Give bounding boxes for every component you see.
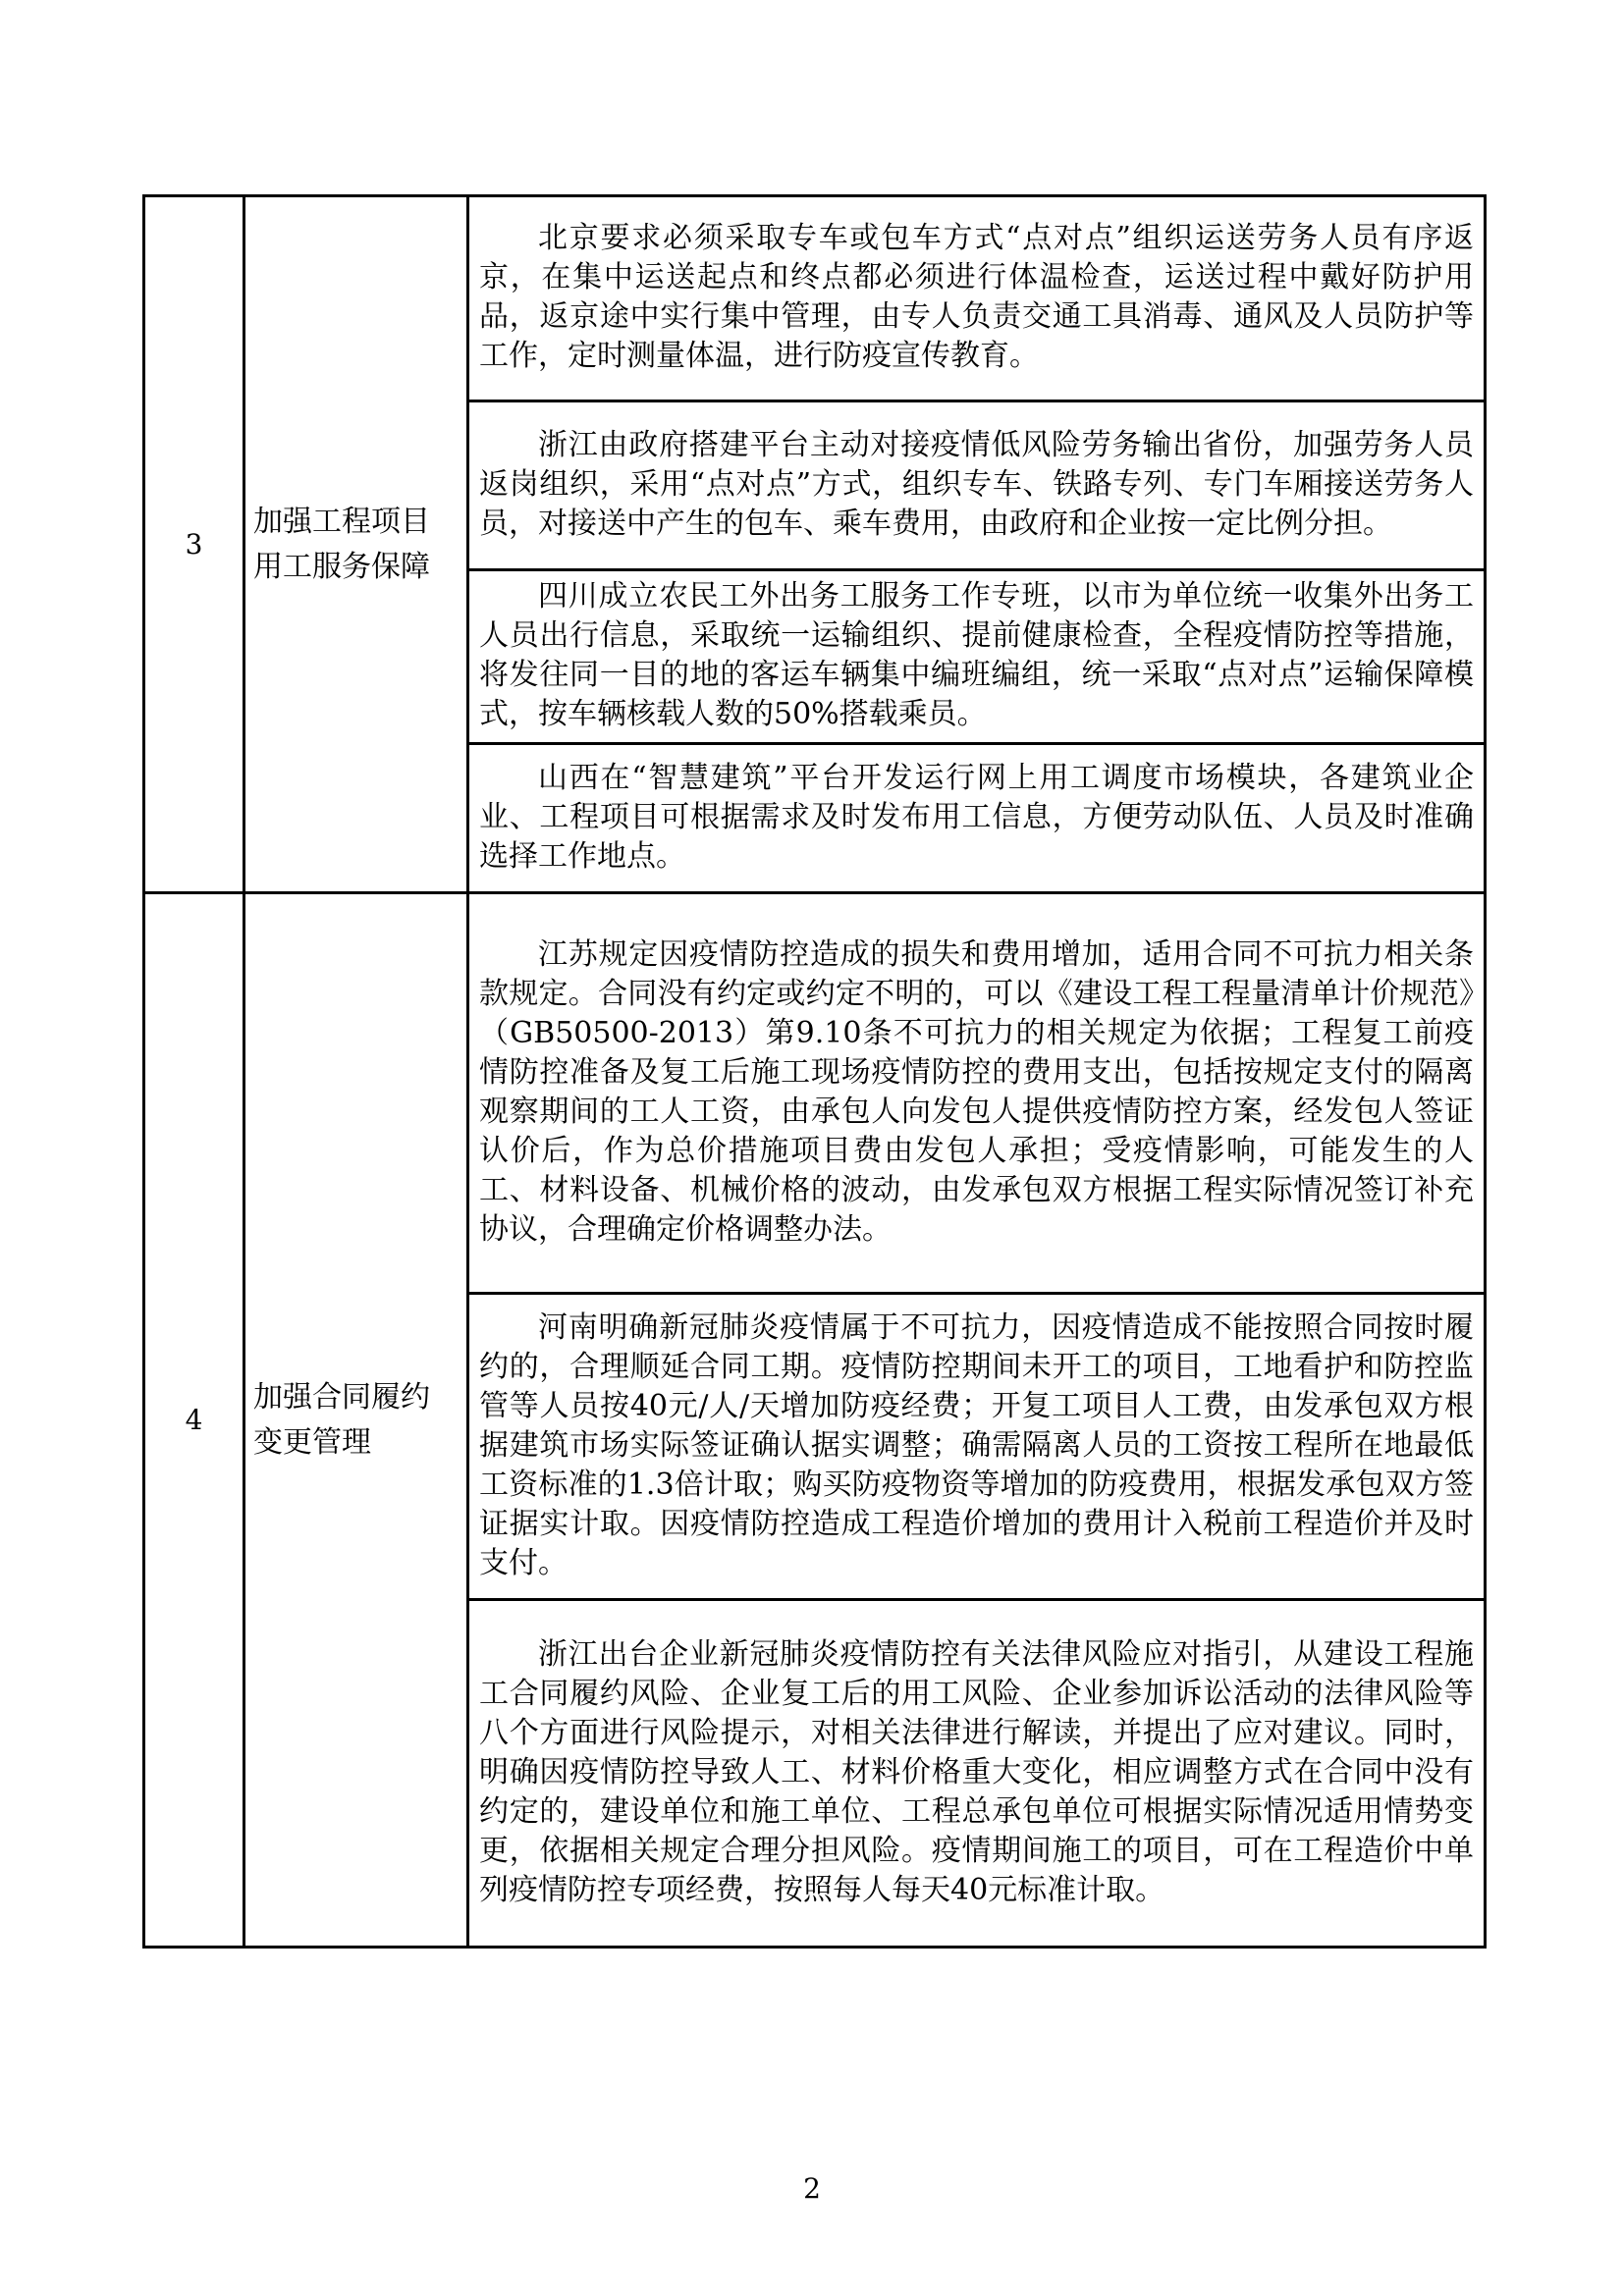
row-category: 加强合同履约变更管理 xyxy=(244,893,468,1948)
measure-text: 江苏规定因疫情防控造成的损失和费用增加，适用合同不可抗力相关条款规定。合同没有约定或约定不明的，可以《建设工程工程量清单计价规范》（GB50500-2013）第9.10条不可抗力的相关规定为依据；工程复工前疫情防控准备及复工后施工现场疫情防控的费用支出，包括按规定支付的隔离观察期间的工人工资，由承包人向发包人提供疫情防控方案，经发包人签证认价后，作为总价措施项目费由发包人承担；受疫情影响，可能发生的人工、材料设备、机械价格的波动，由发承包双方根据工程实际情况签订补充协议，合理确定价格调整办法。 xyxy=(468,893,1486,1294)
table-row xyxy=(144,196,1486,401)
measure-text: 河南明确新冠肺炎疫情属于不可抗力，因疫情造成不能按照合同按时履约的，合理顺延合同工期。疫情防控期间未开工的项目，工地看护和防控监管等人员按40元/人/天增加防疫经费；开复工项目人工费，由发承包双方根据建筑市场实际签证确认据实调整；确需隔离人员的工资按工程所在地最低工资标准的1.3倍计取；购买防疫物资等增加的防疫费用，根据发承包双方签证据实计取。因疫情防控造成工程造价增加的费用计入税前工程造价并及时支付。 xyxy=(468,1294,1486,1600)
measure-text: 浙江出台企业新冠肺炎疫情防控有关法律风险应对指引，从建设工程施工合同履约风险、企业复工后的用工风险、企业参加诉讼活动的法律风险等八个方面进行风险提示，对相关法律进行解读，并提出了应对建议。同时，明确因疫情防控导致人工、材料价格重大变化，相应调整方式在合同中没有约定的，建设单位和施工单位、工程总承包单位可根据实际情况适用情势变更，依据相关规定合理分担风险。疫情期间施工的项目，可在工程造价中单列疫情防控专项经费，按照每人每天40元标准计取。 xyxy=(468,1600,1486,1948)
measure-text: 四川成立农民工外出务工服务工作专班，以市为单位统一收集外出务工人员出行信息，采取统一运输组织、提前健康检查，全程疫情防控等措施，将发往同一目的地的客运车辆集中编班编组，统一采取“点对点”运输保障模式，按车辆核载人数的50%搭载乘员。 xyxy=(468,570,1486,744)
row-category: 加强工程项目用工服务保障 xyxy=(244,196,468,893)
measure-text: 北京要求必须采取专车或包车方式“点对点”组织运送劳务人员有序返京，在集中运送起点和终点都必须进行体温检查，运送过程中戴好防护用品，返京途中实行集中管理，由专人负责交通工具消毒、通风及人员防护等工作，定时测量体温，进行防疫宣传教育。 xyxy=(468,196,1486,401)
measures-table xyxy=(142,194,1487,1949)
measure-text: 浙江由政府搭建平台主动对接疫情低风险劳务输出省份，加强劳务人员返岗组织，采用“点对点”方式，组织专车、铁路专列、专门车厢接送劳务人员，对接送中产生的包车、乘车费用，由政府和企业按一定比例分担。 xyxy=(468,401,1486,570)
measure-text: 山西在“智慧建筑”平台开发运行网上用工调度市场模块，各建筑业企业、工程项目可根据需求及时发布用工信息，方便劳动队伍、人员及时准确选择工作地点。 xyxy=(468,744,1486,893)
table-row xyxy=(144,893,1486,1294)
row-number: 3 xyxy=(144,196,244,893)
row-number: 4 xyxy=(144,893,244,1948)
page-number: 2 xyxy=(803,2172,821,2205)
